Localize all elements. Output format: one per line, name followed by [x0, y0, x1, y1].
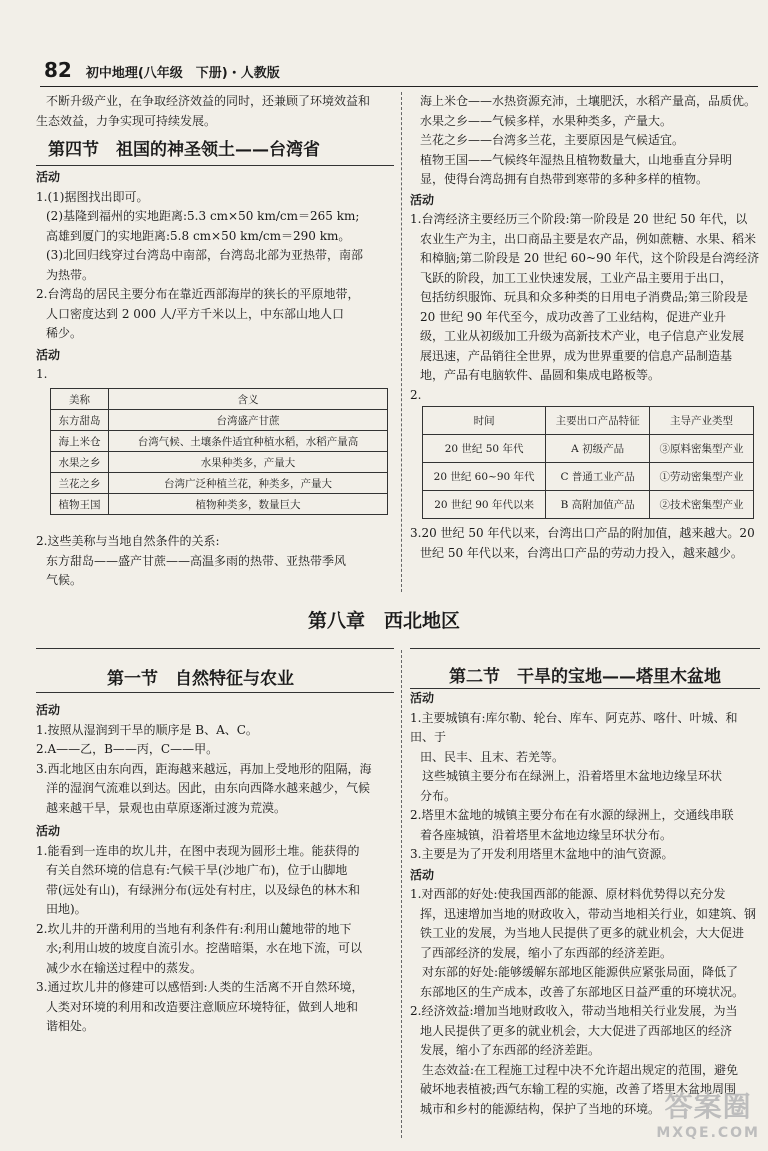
- section-rule: [36, 648, 394, 649]
- table-row: [51, 452, 388, 473]
- text-line: 水果之乡——气候多样，水果种类多，产量大。: [420, 113, 673, 128]
- text-line: 2.台湾岛的居民主要分布在靠近西部海岸的狭长的平原地带，: [36, 287, 360, 301]
- table-cell: 20 世纪 90 年代以来: [423, 491, 546, 519]
- text-line: 地，产品有电脑软件、晶圆和集成电路板等。: [420, 368, 661, 382]
- watermark-text: 答案圈: [664, 1090, 752, 1123]
- table-cell: 台湾气候、土壤条件适宜种植水稻，水稻产量高: [109, 431, 388, 452]
- text-line: 农业生产为主，出口商品主要是农产品，例如蔗糖、水果、稻米: [420, 231, 757, 246]
- table-cell: 植物种类多，数量巨大: [109, 494, 388, 515]
- table-header-cell: 含义: [109, 389, 388, 410]
- section-title-natural: 第一节 自然特征与农业: [107, 669, 294, 689]
- text-line: 有关自然环境的信息有:气候干旱(沙地广布)，位于山脚地: [46, 863, 348, 877]
- watermark-url: MXQE.COM: [656, 1125, 760, 1141]
- text-line: 和樟脑;第二阶段是 20 世纪 60~90 年代，这个阶段是台湾经济: [420, 251, 760, 265]
- table-header-cell: 美称: [51, 389, 109, 410]
- activity-label: 活动: [36, 170, 61, 184]
- text-line: 分布。: [420, 788, 457, 803]
- activity-label: 活动: [36, 347, 61, 362]
- table-cell: A 初级产品: [546, 435, 650, 463]
- left-top-column: [36, 92, 394, 385]
- page-header: [44, 58, 280, 84]
- text-line: 人类对环境的利用和改造要注意顺应环境特征，做到人地和: [46, 999, 359, 1014]
- section-title-taiwan: 第四节 祖国的神圣领土——台湾省: [48, 140, 320, 160]
- intro-line-2: 生态效益，力争实现可持续发展。: [36, 113, 217, 128]
- text-line: 铁工业的发展，为当地人民提供了更多的就业机会，大大促进: [420, 926, 745, 940]
- activity-label: 活动: [36, 703, 61, 717]
- text-line: 越来越干旱，景观也由草原逐渐过渡为荒漠。: [46, 800, 287, 815]
- chapter-title: 第八章 西北地区: [307, 610, 460, 632]
- table-row: [51, 494, 388, 515]
- table-cell: 植物王国: [51, 494, 109, 515]
- column-divider-top: [401, 92, 402, 592]
- section-rule: [410, 648, 760, 649]
- table-cell: 水果之乡: [51, 452, 109, 473]
- text-line: 3.通过坎儿井的修建可以感悟到:人类的生活离不开自然环境，: [36, 980, 364, 994]
- intro-line-1: 不断升级产业，在争取经济效益的同时，还兼顾了环境效益和: [46, 94, 371, 108]
- table-cell: 东方甜岛: [51, 410, 109, 431]
- table-cell: 台湾盛产甘蔗: [109, 410, 388, 431]
- text-line: 海上米仓——水热资源充沛，土壤肥沃，水稻产量高，品质优。: [420, 94, 757, 108]
- text-line: 东部地区的生产成本，改善了东部地区日益严重的环境状况。: [420, 984, 745, 999]
- table-cell: B 高附加值产品: [546, 491, 650, 519]
- text-line: 植物王国——气候终年湿热且植物数量大，山地垂直分异明: [420, 152, 733, 167]
- table-cell: C 普通工业产品: [546, 463, 650, 491]
- text-line: 生态效益:在工程施工过程中决不允许超出规定的范围，避免: [422, 1062, 739, 1077]
- text-line: (2)基隆到福州的实地距离:5.3 cm×50 km/cm＝265 km;: [46, 209, 360, 223]
- text-line: 城市和乡村的能源结构，保护了当地的环境。: [420, 1101, 661, 1116]
- table-cell: 海上米仓: [51, 431, 109, 452]
- text-line: 发展，缩小了东西部的经济差距。: [420, 1043, 601, 1057]
- section-rule: [36, 692, 394, 693]
- text-line: 1.台湾经济主要经历三个阶段:第一阶段是 20 世纪 50 年代，以: [410, 212, 748, 226]
- table-header-row: [423, 407, 754, 435]
- text-line: 1.主要城镇有:库尔勒、轮台、库车、阿克苏、喀什、叶城、和田、于: [410, 710, 738, 744]
- section-title-tarim: 第二节 干旱的宝地——塔里木盆地: [449, 667, 721, 687]
- text-line: 地人民提供了更多的就业机会，大大促进了西部地区的经济: [420, 1023, 733, 1038]
- text-line: 飞跃的阶段，加工工业快速发展，工业产品主要用于出口，: [420, 270, 733, 285]
- right-bottom-column: [410, 688, 760, 1119]
- text-line: 2.经济效益:增加当地财政收入，带动当地相关行业发展，为当: [410, 1004, 738, 1018]
- text-line: 了西部经济的发展，缩小了东西部的经济差距。: [420, 945, 673, 960]
- left-bottom-column: [36, 700, 394, 1037]
- text-line: 对东部的好处:能够缓解东部地区能源供应紧张局面，降低了: [422, 965, 739, 979]
- text-line: 人口密度达到 2 000 人/平方千米以上，中东部山地人口: [46, 306, 345, 321]
- text-line: 破坏地表植被;西气东输工程的实施，改善了塔里木盆地周围: [420, 1082, 737, 1096]
- text-line: 带(远处有山)，有绿洲分布(远处有村庄，以及绿色的林木和: [46, 882, 361, 897]
- text-line: 田地)。: [46, 902, 87, 916]
- table-cell: ③原料密集型产业: [650, 435, 754, 463]
- text-line: 兰花之乡——台湾多兰花，主要原因是气候适宜。: [420, 133, 685, 147]
- text-line: 1.能看到一连串的坎儿井，在图中表现为圆形土堆。能获得的: [36, 843, 360, 858]
- table-row: [51, 473, 388, 494]
- text-line: 这些城镇主要分布在绿洲上，沿着塔里木盆地边缘呈环状: [422, 769, 723, 783]
- nickname-table: [50, 388, 388, 515]
- text-line: 2.: [410, 387, 422, 402]
- text-line: 为热带。: [46, 267, 95, 282]
- table-cell: 台湾广泛种植兰花，种类多，产量大: [109, 473, 388, 494]
- text-line: 减少水在输送过程中的蒸发。: [46, 960, 203, 975]
- table-cell: ①劳动密集型产业: [650, 463, 754, 491]
- page-number: 82: [44, 58, 72, 82]
- economy-table: [422, 406, 754, 519]
- table-row: [423, 491, 754, 519]
- text-line: 3.20 世纪 50 年代以来，台湾出口产品的附加值，越来越大。20: [410, 526, 755, 540]
- text-line: 着各座城镇，沿着塔里木盆地边缘呈环状分布。: [420, 827, 673, 842]
- table-header-cell: 主导产业类型: [650, 407, 754, 435]
- text-line: 20 世纪 90 年代至今，成功改善了工业结构，促进产业升: [420, 309, 726, 324]
- text-line: (3)北回归线穿过台湾岛中南部，台湾岛北部为亚热带，南部: [46, 248, 364, 262]
- table-cell: 水果种类多，产量大: [109, 452, 388, 473]
- table-cell: 20 世纪 60~90 年代: [423, 463, 546, 491]
- table-header-row: [51, 389, 388, 410]
- text-line: 2.塔里木盆地的城镇主要分布在有水源的绿洲上，交通线串联: [410, 808, 734, 822]
- table-row: [51, 410, 388, 431]
- text-line: 1.对西部的好处:使我国西部的能源、原材料优势得以充分发: [410, 887, 726, 901]
- text-line: 3.西北地区由东向西，距海越来越远，再加上受地形的阻隔，海: [36, 761, 372, 776]
- text-line: 谐相处。: [46, 1019, 95, 1033]
- text-line: 东方甜岛——盛产甘蔗——高温多雨的热带、亚热带季风: [46, 553, 347, 568]
- table-header-cell: 时间: [423, 407, 546, 435]
- text-line: 2.坎儿井的开凿利用的当地有利条件有:利用山麓地带的地下: [36, 921, 352, 936]
- text-line: 世纪 50 年代以来，台湾出口产品的劳动力投入，越来越少。: [420, 545, 743, 560]
- text-line: 气候。: [46, 573, 83, 587]
- text-line: 洋的湿润气流难以到达。因此，由东向西降水越来越少，气候: [46, 781, 371, 795]
- watermark-logo: [656, 1085, 760, 1141]
- text-line: 田、民丰、且末、若羌等。: [420, 749, 565, 764]
- text-line: 展迅速，产品销往全世界，成为世界重要的信息产品制造基: [420, 348, 733, 363]
- text-line: 2.A——乙，B——丙，C——甲。: [36, 742, 219, 756]
- book-title: 初中地理(八年级 下册)・人教版: [85, 66, 280, 81]
- text-line: 稀少。: [46, 326, 83, 340]
- text-line: 1.: [36, 367, 48, 381]
- text-line: 级，工业从初级加工升级为高新技术产业，电子信息产业发展: [420, 329, 745, 343]
- table-cell: 兰花之乡: [51, 473, 109, 494]
- header-rule: [40, 86, 758, 87]
- text-line: 1.按照从湿润到干旱的顺序是 B、A、C。: [36, 722, 258, 737]
- text-line: 1.(1)据图找出即可。: [36, 189, 149, 204]
- activity-label: 活动: [410, 192, 435, 207]
- column-divider-bottom: [401, 650, 402, 1138]
- table-header-cell: 主要出口产品特征: [546, 407, 650, 435]
- activity-label: 活动: [36, 824, 61, 838]
- table-cell: ②技术密集型产业: [650, 491, 754, 519]
- text-line: 2.这些美称与当地自然条件的关系:: [36, 534, 220, 548]
- text-line: 挥，迅速增加当地的财政收入，带动当地相关行业，如建筑、钢: [420, 906, 757, 921]
- text-line: 水;利用山坡的坡度自流引水。挖凿暗渠，水在地下流，可以: [46, 941, 363, 955]
- right-top-column: [410, 92, 760, 405]
- table-row: [423, 463, 754, 491]
- activity-label: 活动: [410, 691, 435, 705]
- text-line: 3.主要是为了开发利用塔里木盆地中的油气资源。: [410, 847, 674, 861]
- table-row: [423, 435, 754, 463]
- text-line: 高雄到厦门的实地距离:5.8 cm×50 km/cm＝290 km。: [46, 228, 351, 243]
- activity-label: 活动: [410, 867, 435, 882]
- text-line: 显，使得台湾岛拥有自热带到寒带的多种多样的植物。: [420, 172, 709, 186]
- left-top-after-table: [36, 532, 394, 591]
- right-top-after-table: [410, 524, 760, 563]
- table-row: [51, 431, 388, 452]
- text-line: 包括纺织服饰、玩具和众多种类的日用电子消费品;第三阶段是: [420, 290, 749, 304]
- table-cell: 20 世纪 50 年代: [423, 435, 546, 463]
